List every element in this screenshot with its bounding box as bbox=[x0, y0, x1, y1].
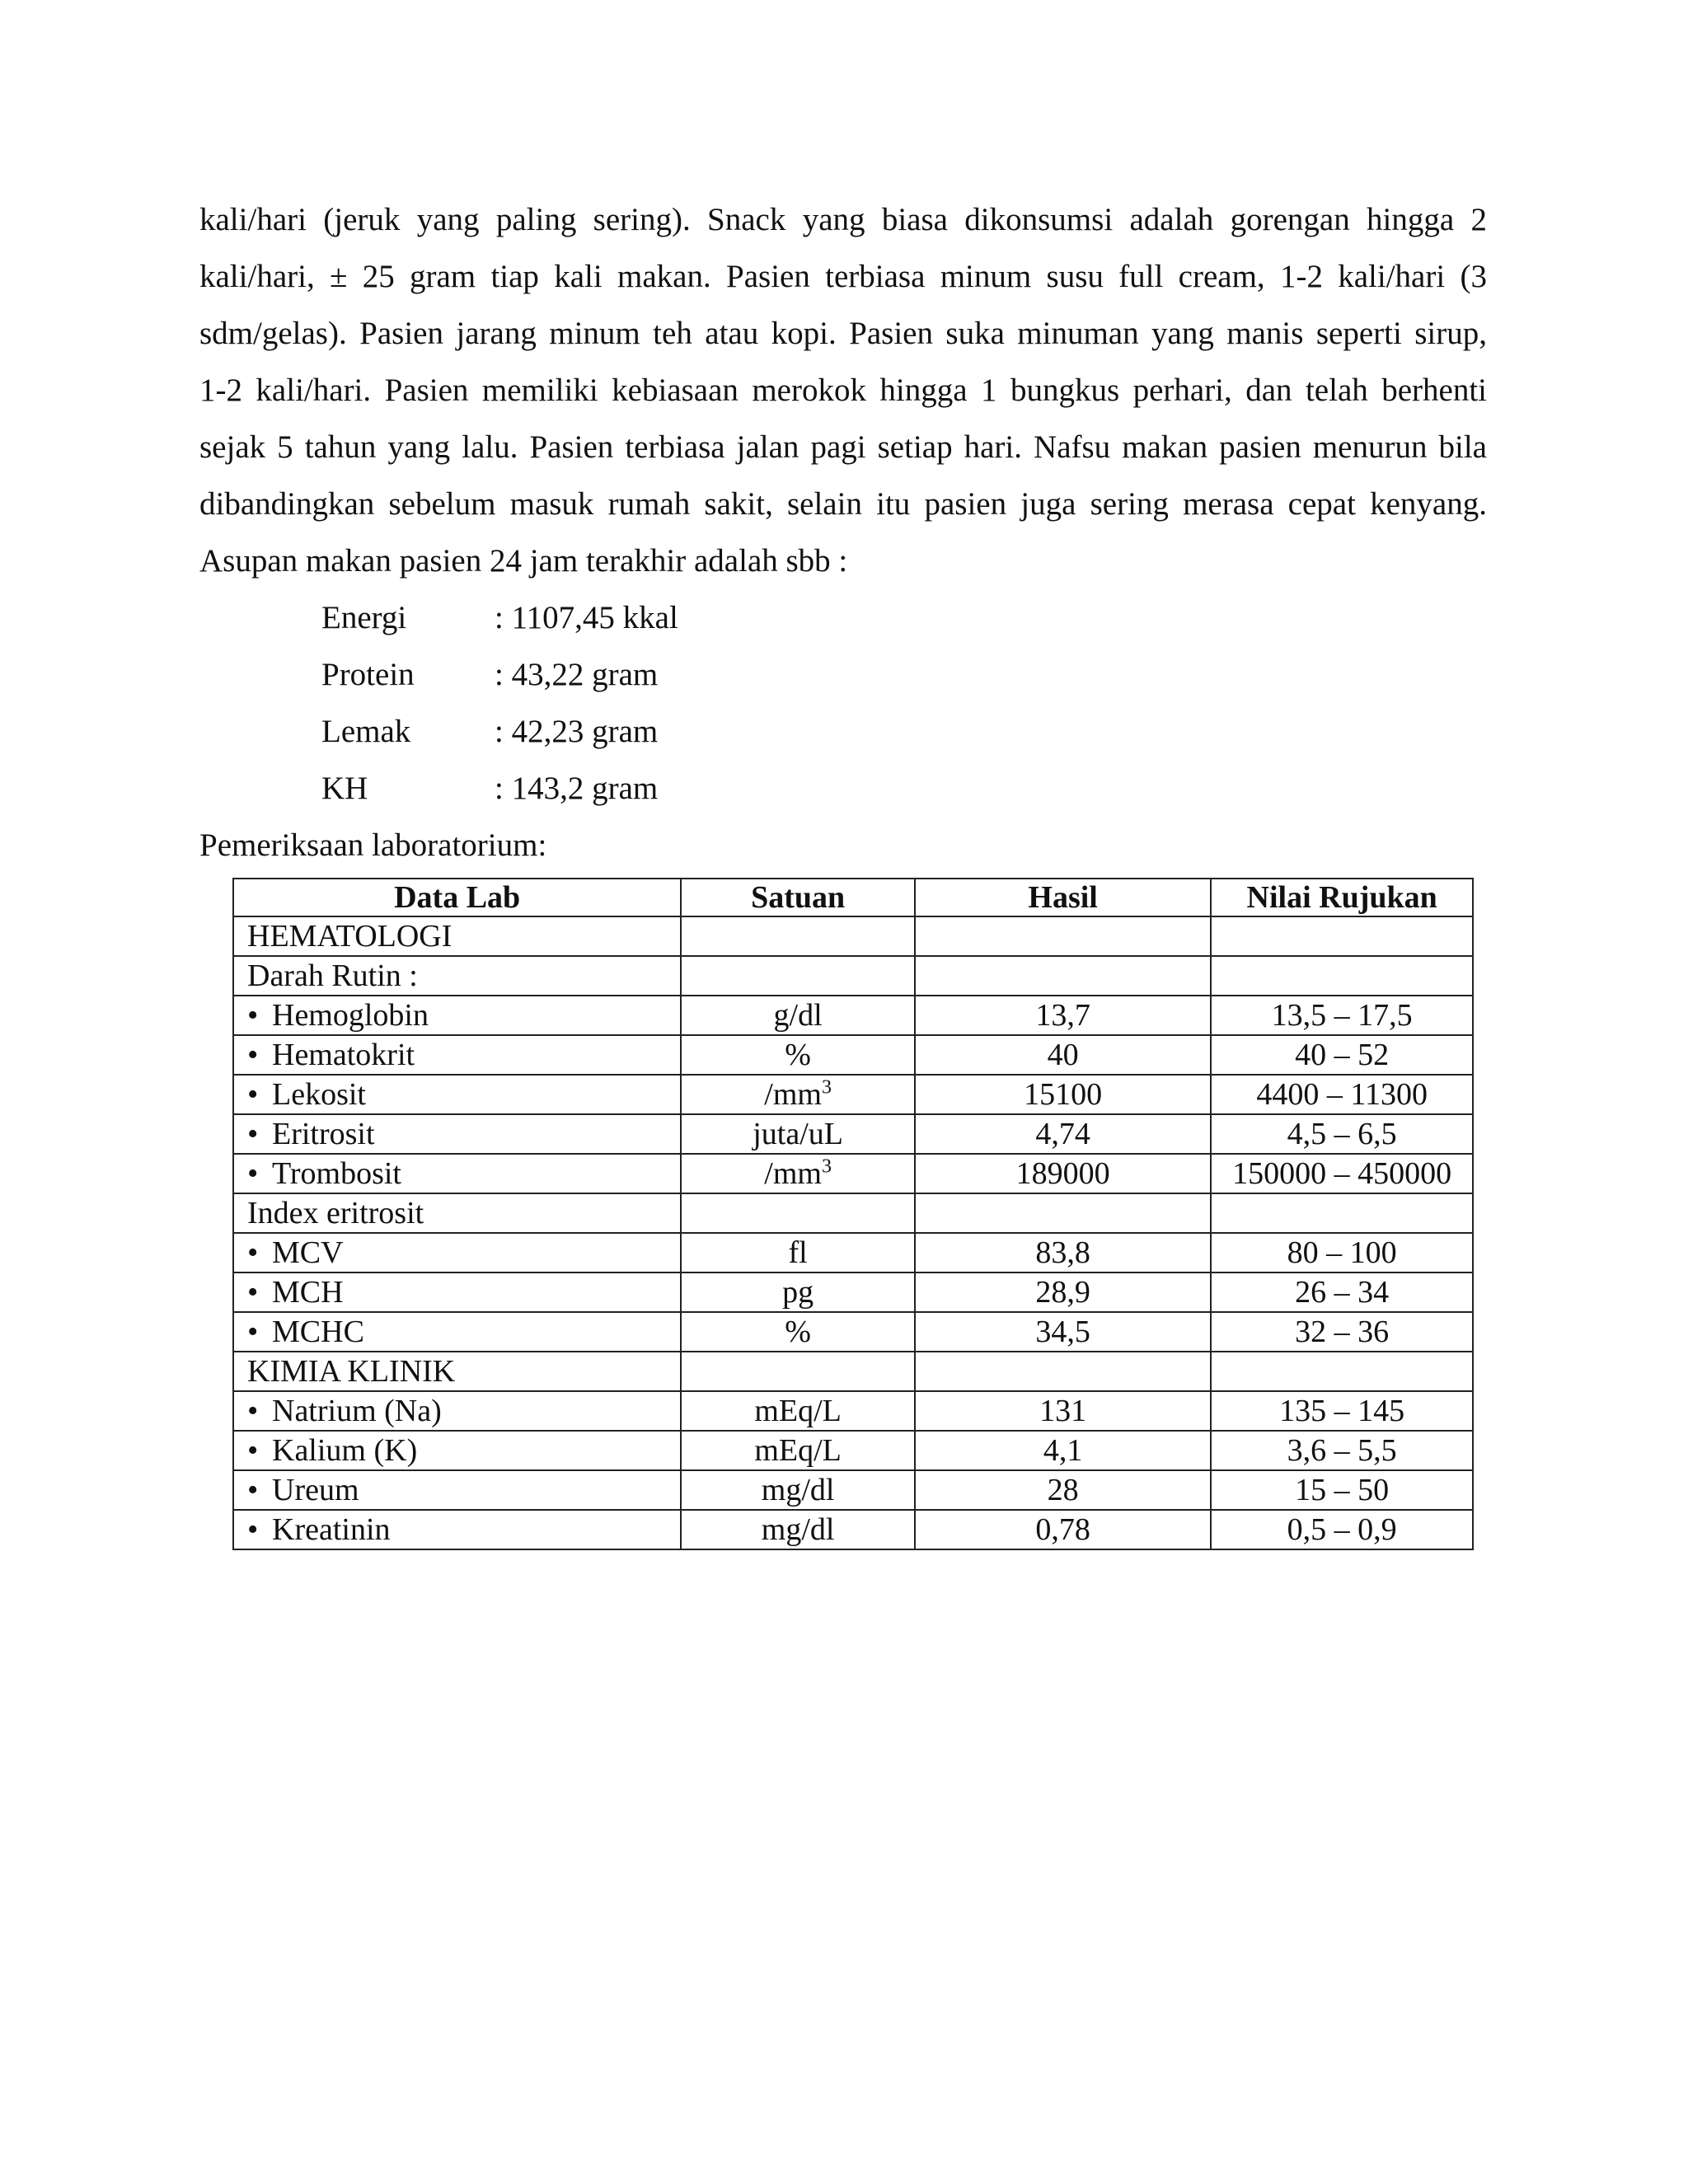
unit-cell bbox=[681, 996, 915, 1035]
test-name: Trombosit bbox=[272, 1156, 401, 1191]
reference-range-cell: 15 – 50 bbox=[1211, 1470, 1473, 1510]
paragraph-line: kali/hari, ± 25 gram tiap kali makan. Pasien terbiasa minum susu full cream, 1-2 kali/hari (3 bbox=[199, 259, 1487, 294]
table-row bbox=[233, 1470, 1473, 1510]
table-row bbox=[233, 1510, 1473, 1549]
test-name-cell bbox=[233, 1510, 681, 1549]
test-name-cell bbox=[233, 1075, 681, 1114]
unit-cell bbox=[681, 1035, 915, 1075]
reference-range-cell: 3,6 – 5,5 bbox=[1211, 1431, 1473, 1470]
unit-cell bbox=[681, 1075, 915, 1114]
reference-range-cell: 135 – 145 bbox=[1211, 1391, 1473, 1431]
test-name: Kalium (K) bbox=[272, 1433, 418, 1468]
bullet-icon: • bbox=[247, 1394, 259, 1428]
unit-text: /mm bbox=[764, 1156, 822, 1191]
result-cell: 28,9 bbox=[915, 1272, 1211, 1312]
paragraph-line: sejak 5 tahun yang lalu. Pasien terbiasa jalan pagi setiap hari. Nafsu makan pasien menurun bila bbox=[199, 429, 1487, 465]
unit-text: pg bbox=[782, 1275, 814, 1310]
body-paragraph bbox=[199, 191, 1487, 589]
test-name: MCHC bbox=[272, 1315, 364, 1349]
bullet-icon: • bbox=[247, 1275, 259, 1310]
table-row bbox=[233, 1114, 1473, 1154]
bullet-icon: • bbox=[247, 1235, 259, 1270]
test-name-cell bbox=[233, 996, 681, 1035]
unit-text: fl bbox=[788, 1235, 808, 1270]
result-cell: 4,1 bbox=[915, 1431, 1211, 1470]
lab-section-label: Pemeriksaan laboratorium: bbox=[199, 827, 547, 863]
header-data-lab: Data Lab bbox=[233, 879, 681, 916]
empty-cell bbox=[915, 1352, 1211, 1391]
intake-value: : 43,22 gram bbox=[495, 657, 659, 692]
test-name-cell bbox=[233, 1272, 681, 1312]
bullet-icon: • bbox=[247, 1077, 259, 1112]
result-cell: 15100 bbox=[915, 1075, 1211, 1114]
text-block bbox=[199, 191, 1487, 874]
unit-text: mg/dl bbox=[761, 1473, 835, 1507]
empty-cell bbox=[915, 956, 1211, 996]
unit-cell bbox=[681, 1233, 915, 1272]
test-name: Natrium (Na) bbox=[272, 1394, 442, 1428]
unit-text: juta/uL bbox=[753, 1117, 843, 1151]
table-row bbox=[233, 1233, 1473, 1272]
empty-cell bbox=[681, 1352, 915, 1391]
table-row bbox=[233, 1352, 1473, 1391]
unit-cell bbox=[681, 1114, 915, 1154]
unit-cell bbox=[681, 1510, 915, 1549]
empty-cell bbox=[1211, 916, 1473, 956]
bullet-icon: • bbox=[247, 1473, 259, 1507]
header-hasil: Hasil bbox=[915, 879, 1211, 916]
test-name-cell bbox=[233, 1035, 681, 1075]
paragraph-line: 1-2 kali/hari. Pasien memiliki kebiasaan merokok hingga 1 bungkus perhari, dan telah berhenti bbox=[199, 373, 1487, 408]
test-name-cell bbox=[233, 1233, 681, 1272]
result-cell: 28 bbox=[915, 1470, 1211, 1510]
table-body bbox=[233, 916, 1473, 1549]
test-name-cell bbox=[233, 1114, 681, 1154]
result-cell: 40 bbox=[915, 1035, 1211, 1075]
unit-text: mg/dl bbox=[761, 1512, 835, 1547]
test-name: Lekosit bbox=[272, 1077, 366, 1112]
bullet-icon: • bbox=[247, 1156, 259, 1191]
unit-superscript: 3 bbox=[821, 1076, 832, 1099]
result-cell: 0,78 bbox=[915, 1510, 1211, 1549]
empty-cell bbox=[915, 916, 1211, 956]
empty-cell bbox=[1211, 1352, 1473, 1391]
empty-cell bbox=[681, 916, 915, 956]
unit-cell bbox=[681, 1431, 915, 1470]
test-name: Hemoglobin bbox=[272, 998, 429, 1033]
test-name: Eritrosit bbox=[272, 1117, 375, 1151]
bullet-icon: • bbox=[247, 1315, 259, 1349]
paragraph-line: dibandingkan sebelum masuk rumah sakit, selain itu pasien juga sering merasa cepat kenyang. bbox=[199, 486, 1487, 522]
reference-range-cell: 150000 – 450000 bbox=[1211, 1154, 1473, 1193]
result-cell: 34,5 bbox=[915, 1312, 1211, 1352]
section-cell: HEMATOLOGI bbox=[233, 916, 681, 956]
bullet-icon: • bbox=[247, 1117, 259, 1151]
paragraph-line: sdm/gelas). Pasien jarang minum teh atau kopi. Pasien suka minuman yang manis seperti sirup, bbox=[199, 316, 1487, 351]
unit-text: mEq/L bbox=[754, 1394, 842, 1428]
bullet-icon: • bbox=[247, 1433, 259, 1468]
table-row bbox=[233, 1272, 1473, 1312]
reference-range-cell: 32 – 36 bbox=[1211, 1312, 1473, 1352]
reference-range-cell: 40 – 52 bbox=[1211, 1035, 1473, 1075]
paragraph-line: kali/hari (jeruk yang paling sering). Snack yang biasa dikonsumsi adalah gorengan hingga 2 bbox=[199, 202, 1487, 237]
intake-row bbox=[321, 646, 1487, 703]
test-name-cell bbox=[233, 1154, 681, 1193]
unit-cell bbox=[681, 1154, 915, 1193]
empty-cell bbox=[681, 956, 915, 996]
intake-label: Protein bbox=[321, 657, 415, 692]
section-cell: KIMIA KLINIK bbox=[233, 1352, 681, 1391]
table-row bbox=[233, 1075, 1473, 1114]
intake-label: KH bbox=[321, 771, 368, 806]
section-cell: Darah Rutin : bbox=[233, 956, 681, 996]
unit-cell bbox=[681, 1312, 915, 1352]
table-row bbox=[233, 1193, 1473, 1233]
table-row bbox=[233, 1431, 1473, 1470]
intake-row bbox=[321, 703, 1487, 760]
unit-text: mEq/L bbox=[754, 1433, 842, 1468]
reference-range-cell: 4400 – 11300 bbox=[1211, 1075, 1473, 1114]
bullet-icon: • bbox=[247, 1038, 259, 1072]
intake-row bbox=[321, 589, 1487, 646]
test-name-cell bbox=[233, 1431, 681, 1470]
empty-cell bbox=[1211, 956, 1473, 996]
unit-text: /mm bbox=[764, 1077, 822, 1112]
test-name-cell bbox=[233, 1312, 681, 1352]
test-name: MCH bbox=[272, 1275, 344, 1310]
unit-superscript: 3 bbox=[821, 1155, 832, 1178]
result-cell: 4,74 bbox=[915, 1114, 1211, 1154]
empty-cell bbox=[1211, 1193, 1473, 1233]
table-row bbox=[233, 1391, 1473, 1431]
empty-cell bbox=[681, 1193, 915, 1233]
table-row bbox=[233, 956, 1473, 996]
intake-value: : 42,23 gram bbox=[495, 714, 659, 749]
test-name-cell bbox=[233, 1470, 681, 1510]
test-name: Kreatinin bbox=[272, 1512, 391, 1547]
intake-row bbox=[321, 760, 1487, 817]
unit-cell bbox=[681, 1272, 915, 1312]
table-row bbox=[233, 1154, 1473, 1193]
unit-text: % bbox=[785, 1315, 811, 1349]
result-cell: 131 bbox=[915, 1391, 1211, 1431]
empty-cell bbox=[915, 1193, 1211, 1233]
unit-cell bbox=[681, 1470, 915, 1510]
reference-range-cell: 0,5 – 0,9 bbox=[1211, 1510, 1473, 1549]
header-satuan: Satuan bbox=[681, 879, 915, 916]
table-row bbox=[233, 916, 1473, 956]
table-row bbox=[233, 996, 1473, 1035]
reference-range-cell: 4,5 – 6,5 bbox=[1211, 1114, 1473, 1154]
lab-results-table bbox=[232, 878, 1474, 1550]
table-header-row bbox=[233, 879, 1473, 916]
intake-value: : 143,2 gram bbox=[495, 771, 659, 806]
test-name: Hematokrit bbox=[272, 1038, 415, 1072]
bullet-icon: • bbox=[247, 998, 259, 1033]
intake-list bbox=[199, 589, 1487, 817]
unit-cell bbox=[681, 1391, 915, 1431]
reference-range-cell: 26 – 34 bbox=[1211, 1272, 1473, 1312]
test-name: MCV bbox=[272, 1235, 344, 1270]
result-cell: 13,7 bbox=[915, 996, 1211, 1035]
intake-value: : 1107,45 kkal bbox=[495, 600, 678, 635]
result-cell: 83,8 bbox=[915, 1233, 1211, 1272]
table-row bbox=[233, 1035, 1473, 1075]
test-name-cell bbox=[233, 1391, 681, 1431]
paragraph-line: Asupan makan pasien 24 jam terakhir adalah sbb : bbox=[199, 543, 848, 579]
table-row bbox=[233, 1312, 1473, 1352]
reference-range-cell: 80 – 100 bbox=[1211, 1233, 1473, 1272]
result-cell: 189000 bbox=[915, 1154, 1211, 1193]
section-cell: Index eritrosit bbox=[233, 1193, 681, 1233]
intake-label: Energi bbox=[321, 600, 407, 635]
reference-range-cell: 13,5 – 17,5 bbox=[1211, 996, 1473, 1035]
bullet-icon: • bbox=[247, 1512, 259, 1547]
header-nilai-rujukan: Nilai Rujukan bbox=[1211, 879, 1473, 916]
unit-text: g/dl bbox=[773, 998, 823, 1033]
test-name: Ureum bbox=[272, 1473, 359, 1507]
intake-label: Lemak bbox=[321, 714, 411, 749]
unit-text: % bbox=[785, 1038, 811, 1072]
